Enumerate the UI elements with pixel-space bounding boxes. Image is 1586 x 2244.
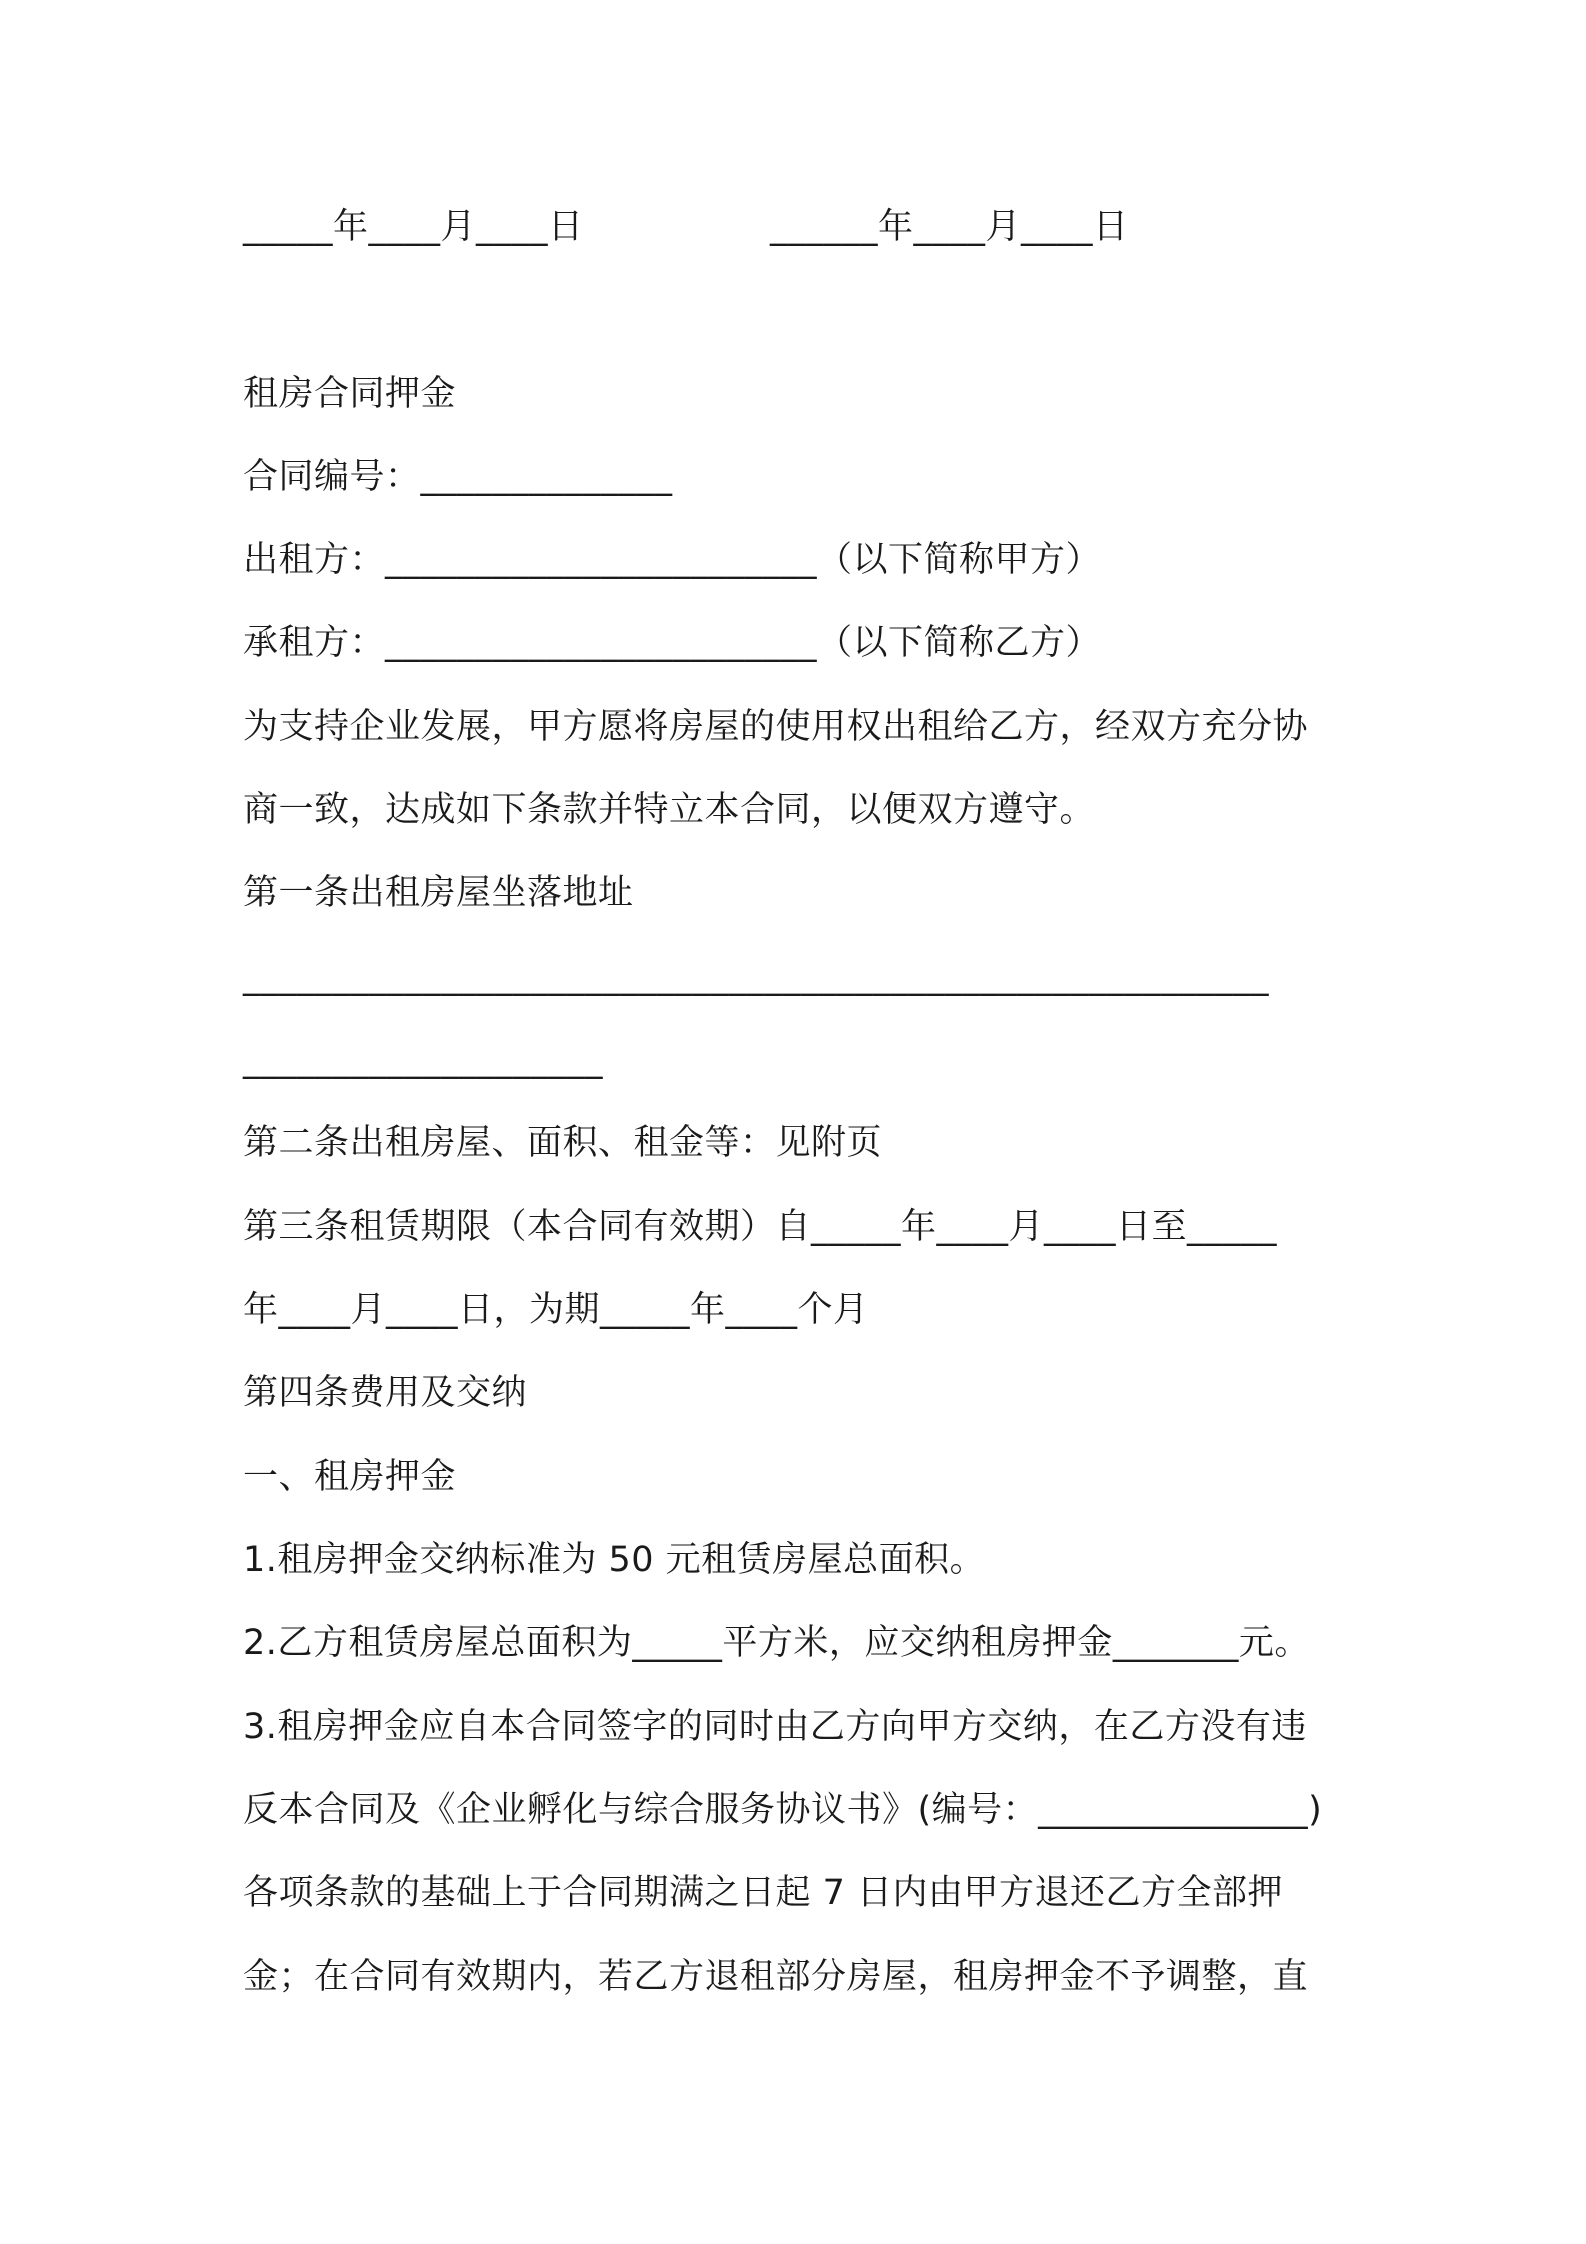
date-left: _____年____月____日 — [243, 207, 584, 247]
intro-paragraph-line-2: 商一致，达成如下条款并特立本合同，以便双方遵守。 — [243, 790, 1096, 830]
section-1-heading: 一、租房押金 — [243, 1457, 457, 1497]
article-3-line-1: 第三条租赁期限（本合同有效期）自_____年____月____日至_____ — [243, 1207, 1278, 1247]
document-title: 租房合同押金 — [243, 374, 457, 414]
lessee-field: 承租方：________________________（以下简称乙方） — [243, 623, 1102, 663]
article-4-heading: 第四条费用及交纳 — [243, 1373, 528, 1413]
item-1-text: 1.租房押金交纳标准为 50 元租赁房屋总面积。 — [243, 1540, 986, 1580]
article-3-line-2: 年____月____日，为期_____年____个月 — [243, 1290, 869, 1330]
article-1-heading: 第一条出租房屋坐落地址 — [243, 873, 634, 913]
article-2-text: 第二条出租房屋、面积、租金等：见附页 — [243, 1123, 883, 1163]
address-blank-short: ____________________ — [243, 1040, 603, 1080]
date-right: ______年____月____日 — [770, 207, 1129, 247]
intro-paragraph-line-1: 为支持企业发展，甲方愿将房屋的使用权出租给乙方，经双方充分协 — [243, 707, 1309, 747]
item-3-line-1: 3.租房押金应自本合同签字的同时由乙方向甲方交纳，在乙方没有违 — [243, 1707, 1307, 1747]
contract-number-field: 合同编号：______________ — [243, 457, 673, 497]
address-blank-long: _________________________________________________________ — [243, 957, 1269, 997]
item-2-text: 2.乙方租赁房屋总面积为_____平方米，应交纳租房押金_______元。 — [243, 1623, 1310, 1663]
lessor-field: 出租方：________________________（以下简称甲方） — [243, 540, 1102, 580]
item-3-line-4: 金；在合同有效期内，若乙方退租部分房屋，租房押金不予调整，直 — [243, 1957, 1309, 1997]
item-3-line-2: 反本合同及《企业孵化与综合服务协议书》(编号：_______________) — [243, 1790, 1323, 1830]
item-3-line-3: 各项条款的基础上于合同期满之日起 7 日内由甲方退还乙方全部押 — [243, 1873, 1284, 1913]
